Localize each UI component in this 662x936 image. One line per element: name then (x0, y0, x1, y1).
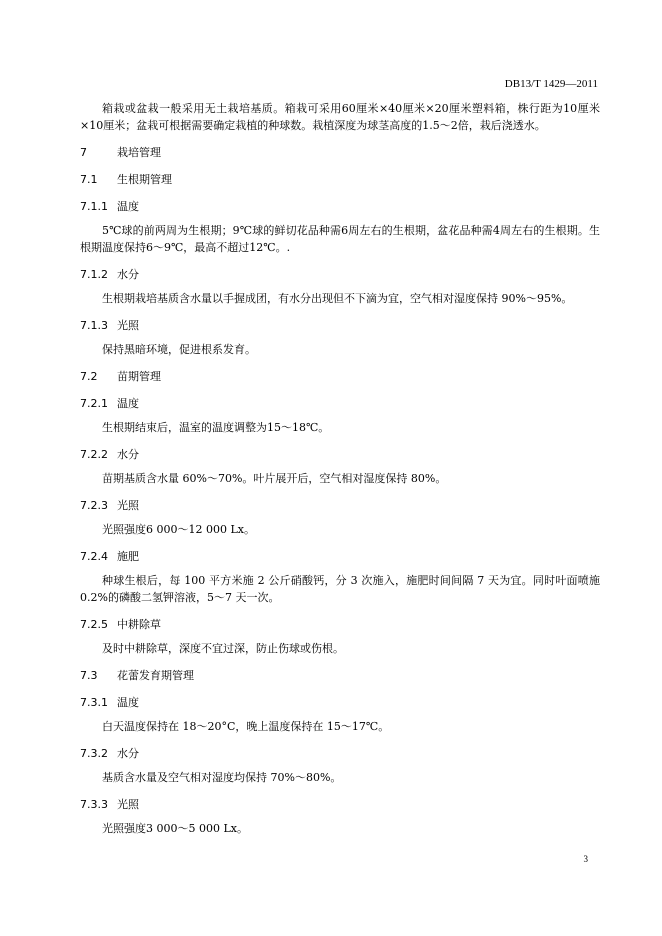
section-heading (80, 497, 600, 514)
section-heading (80, 368, 600, 385)
section-text: 光照强度6 000～12 000 Lx。 (102, 523, 255, 536)
section-title: 水分 (117, 747, 139, 760)
heading-gap (80, 762, 600, 769)
section-gap (80, 735, 600, 745)
section-number: 7.2.4 (80, 550, 108, 563)
section-gap (80, 538, 600, 548)
heading-gap (80, 565, 600, 572)
section-text: 光照强度3 000～5 000 Lx。 (102, 822, 248, 835)
section-heading (80, 796, 600, 813)
section-title: 栽培管理 (117, 146, 161, 159)
section-title: 温度 (117, 200, 139, 213)
heading-gap (80, 283, 600, 290)
section-title: 光照 (117, 319, 139, 332)
section-title: 苗期管理 (117, 370, 161, 383)
section-text: 生根期结束后，温室的温度调整为15～18℃。 (102, 421, 330, 434)
document-code: DB13/T 1429—2011 (504, 78, 598, 90)
section-heading (80, 667, 600, 684)
section-number: 7.1.3 (80, 319, 108, 332)
section-text: 苗期基质含水量 60%～70%。叶片展开后，空气相对湿度保持 80%。 (102, 472, 447, 485)
section-heading (80, 317, 600, 334)
section-number: 7.3.1 (80, 696, 108, 709)
heading-gap (80, 412, 600, 419)
section-gap (80, 487, 600, 497)
section-number: 7.2.2 (80, 448, 108, 461)
page-number: 3 (583, 854, 588, 864)
section-title: 温度 (117, 397, 139, 410)
section-heading (80, 198, 600, 215)
section-number: 7.1.2 (80, 268, 108, 281)
section-gap (80, 436, 600, 446)
section-gap (80, 358, 600, 368)
document-body (80, 100, 600, 837)
section-number: 7.2.1 (80, 397, 108, 410)
heading-gap (80, 633, 600, 640)
heading-gap (80, 813, 600, 820)
section-heading (80, 745, 600, 762)
section-title: 中耕除草 (117, 618, 161, 631)
section-text: 及时中耕除草，深度不宜过深，防止伤球或伤根。 (102, 642, 344, 655)
section-heading (80, 694, 600, 711)
section-heading (80, 171, 600, 188)
section-text: 白天温度保持在 18～20°C，晚上温度保持在 15～17℃。 (102, 720, 390, 733)
section-gap (80, 161, 600, 171)
section-number: 7.3 (80, 669, 98, 682)
section-number: 7.2.5 (80, 618, 108, 631)
section-text: 保持黑暗环境，促进根系发育。 (102, 343, 256, 356)
section-title: 花蕾发育期管理 (117, 669, 194, 682)
section-gap (80, 385, 600, 395)
section-heading (80, 395, 600, 412)
heading-gap (80, 334, 600, 341)
section-gap (80, 256, 600, 266)
section-text: 5℃球的前两周为生根期；9℃球的鲜切花品种需6周左右的生根期，盆花品种需4周左右的生根期。生根期温度保持6～9℃，最高不超过12℃。. (80, 224, 600, 254)
section-heading (80, 548, 600, 565)
heading-gap (80, 463, 600, 470)
section-heading (80, 266, 600, 283)
section-heading (80, 144, 600, 161)
section-heading (80, 446, 600, 463)
section-number: 7 (80, 146, 87, 159)
section-text: 基质含水量及空气相对湿度均保持 70%～80%。 (102, 771, 342, 784)
section-number: 7.1.1 (80, 200, 108, 213)
section-gap (80, 684, 600, 694)
section-title: 水分 (117, 448, 139, 461)
section-title: 光照 (117, 798, 139, 811)
section-gap (80, 188, 600, 198)
heading-gap (80, 215, 600, 222)
section-title: 施肥 (117, 550, 139, 563)
section-gap (80, 657, 600, 667)
section-title: 温度 (117, 696, 139, 709)
section-number: 7.2 (80, 370, 98, 383)
sections (80, 134, 600, 837)
heading-gap (80, 711, 600, 718)
section-number: 7.1 (80, 173, 98, 186)
section-number: 7.3.2 (80, 747, 108, 760)
section-text: 种球生根后，每 100 平方米施 2 公斤硝酸钙，分 3 次施入，施肥时间间隔 7 天为宜。同时叶面喷施 0.2%的磷酸二氢钾溶液，5～7 天一次。 (80, 574, 600, 604)
section-number: 7.3.3 (80, 798, 108, 811)
section-gap (80, 307, 600, 317)
heading-gap (80, 514, 600, 521)
section-title: 水分 (117, 268, 139, 281)
section-title: 光照 (117, 499, 139, 512)
section-title: 生根期管理 (117, 173, 172, 186)
section-gap (80, 134, 600, 144)
section-gap (80, 786, 600, 796)
section-heading (80, 616, 600, 633)
section-gap (80, 606, 600, 616)
intro-paragraph: 箱栽或盆栽一般采用无土栽培基质。箱栽可采用60厘米×40厘米×20厘米塑料箱，株行距为10厘米×10厘米；盆栽可根据需要确定栽植的种球数。栽植深度为球茎高度的1.5～2倍，栽后浇透水。 (80, 102, 600, 132)
section-number: 7.2.3 (80, 499, 108, 512)
section-text: 生根期栽培基质含水量以手握成团，有水分出现但不下滴为宜，空气相对湿度保持 90%～95%。 (102, 292, 573, 305)
